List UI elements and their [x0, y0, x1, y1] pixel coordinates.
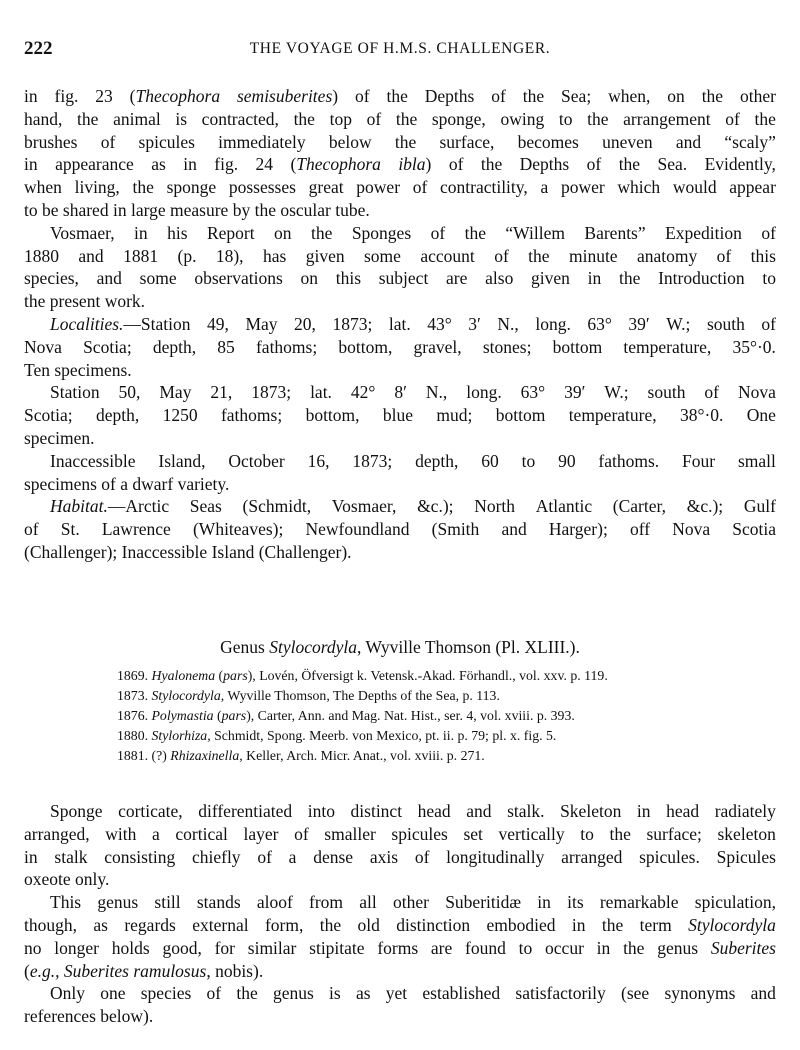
text-line: in fig. 23 (Thecophora semisuberites) of the Depths of the Sea; when, on the other [24, 86, 776, 106]
italic-text: Suberites [63, 960, 129, 981]
page-number: 222 [24, 38, 53, 59]
italic-text: e.g., [29, 960, 60, 981]
italic-text: semisuberites [236, 86, 333, 106]
running-title: THE VOYAGE OF H.M.S. CHALLENGER. [249, 40, 551, 57]
genus-name: Stylocordyla [269, 637, 358, 657]
synonym-entry: 1869. Hyalonema (pars), Lovén, Öfversigt k. Vetensk.-Akad. Förhandl., vol. xxv. p. 119. [117, 668, 608, 683]
text-line: when living, the sponge possesses great power of contractility, a power which would appear [24, 177, 776, 198]
genus-heading-suffix: , Wyville Thomson (Pl. XLIII.). [357, 637, 580, 657]
text-line: Sponge corticate, differentiated into distinct head and stalk. Skeleton in head radiately [50, 801, 776, 821]
italic-text: ibla [398, 154, 426, 175]
page-header [24, 38, 776, 64]
italic-text: Stylocordyla [688, 914, 776, 935]
text-line: (Challenger); Inaccessible Island (Challenger). [24, 541, 352, 562]
italic-text: Localities. [50, 313, 124, 334]
synonym-list [117, 666, 608, 766]
paragraph [24, 313, 776, 381]
text-line: though, as regards external form, the old distinction embodied in the term Stylocordyla [24, 914, 776, 935]
text-line: of St. Lawrence (Whiteaves); Newfoundland (Smith and Harger); off Nova Scotia [24, 519, 776, 540]
paragraph [24, 891, 776, 982]
genus-heading [0, 637, 800, 658]
text-line: to be shared in large measure by the oscular tube. [24, 199, 370, 220]
text-line: in appearance as in fig. 24 (Thecophora ibla) of the Depths of the Sea. Evidently, [24, 154, 776, 175]
upper-text-block [24, 85, 776, 564]
paragraph [24, 85, 776, 222]
text-line: Localities.—Station 49, May 20, 1873; lat. 43° 3′ N., long. 63° 39′ W.; south of [50, 313, 776, 334]
text-line: Only one species of the genus is as yet established satisfactorily (see synonyms and [50, 983, 776, 1004]
text-line: references below). [24, 1006, 154, 1027]
text-line: Habitat.—Arctic Seas (Schmidt, Vosmaer, &c.); North Atlantic (Carter, &c.); Gulf [50, 496, 776, 517]
paragraph [24, 381, 776, 449]
synonym-entry: 1873. Stylocordyla, Wyville Thomson, The Depths of the Sea, p. 113. [117, 688, 500, 703]
paragraph [24, 800, 776, 891]
italic-text: Habitat. [50, 496, 108, 517]
genus-heading-prefix: Genus [220, 637, 270, 657]
text-line: Scotia; depth, 1250 fathoms; bottom, blue mud; bottom temperature, 38°·0. One [24, 405, 776, 426]
italic-text: ramulosus [133, 960, 207, 981]
italic-text: Thecophora [296, 154, 381, 175]
synonym-entry: 1881. (?) Rhizaxinella, Keller, Arch. Micr. Anat., vol. xviii. p. 271. [117, 748, 485, 763]
text-line: specimen. [24, 427, 95, 448]
text-line: Nova Scotia; depth, 85 fathoms; bottom, gravel, stones; bottom temperature, 35°·0. [24, 336, 776, 357]
text-line: Inaccessible Island, October 16, 1873; depth, 60 to 90 fathoms. Four small [50, 450, 776, 471]
text-line: 1880 and 1881 (p. 18), has given some account of the minute anatomy of this [24, 245, 776, 266]
text-line: oxeote only. [24, 869, 110, 890]
text-line: hand, the animal is contracted, the top of the sponge, owing to the arrangement of the [24, 108, 776, 129]
text-line: Station 50, May 21, 1873; lat. 42° 8′ N., long. 63° 39′ W.; south of Nova [50, 382, 776, 403]
paragraph [24, 222, 776, 313]
text-line: in stalk consisting chiefly of a dense axis of longitudinally arranged spicules. Spicules [24, 846, 776, 867]
italic-text: Suberites [710, 937, 776, 958]
text-line: no longer holds good, for similar stipitate forms are found to occur in the genus Suberites [24, 937, 776, 958]
paragraph [24, 495, 776, 563]
text-line: specimens of a dwarf variety. [24, 473, 230, 494]
text-line: arranged, with a cortical layer of smaller spicules set vertically to the surface; skeleton [24, 823, 776, 844]
text-line: This genus still stands aloof from all other Suberitidæ in its remarkable spiculation, [50, 892, 776, 913]
paragraph [24, 982, 776, 1028]
lower-text-block [24, 800, 776, 1028]
text-line: the present work. [24, 291, 146, 312]
text-line: species, and some observations on this subject are also given in the Introduction to [24, 268, 776, 289]
paragraph [24, 450, 776, 496]
text-line: brushes of spicules immediately below the surface, becomes uneven and “scaly” [24, 131, 776, 152]
italic-text: Thecophora [135, 86, 221, 106]
text-line: (e.g., Suberites ramulosus, nobis). [24, 960, 264, 981]
synonym-entry: 1876. Polymastia (pars), Carter, Ann. and Mag. Nat. Hist., ser. 4, vol. xviii. p. 393. [117, 708, 575, 723]
synonym-entry: 1880. Stylorhiza, Schmidt, Spong. Meerb. von Mexico, pt. ii. p. 79; pl. x. fig. 5. [117, 728, 557, 743]
text-line: Vosmaer, in his Report on the Sponges of the “Willem Barents” Expedition of [50, 222, 776, 243]
text-line: Ten specimens. [24, 359, 132, 380]
